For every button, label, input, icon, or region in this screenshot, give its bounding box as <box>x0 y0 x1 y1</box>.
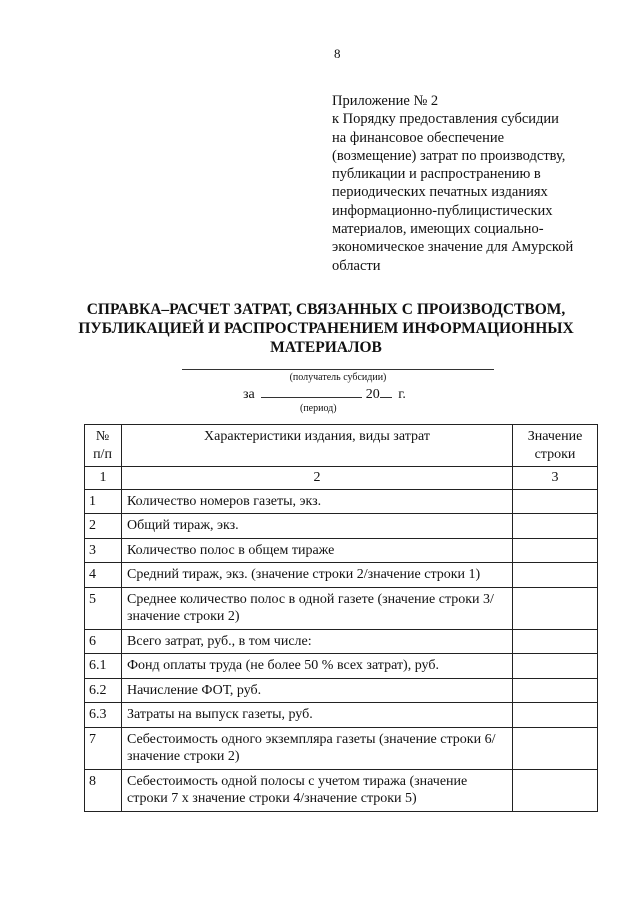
appendix-line: экономическое значение для Амурской <box>332 239 574 256</box>
row-text: Фонд оплаты труда (не более 50 % всех затрат), руб. <box>122 654 513 679</box>
table-row <box>85 489 598 514</box>
appendix-line: информационно-публицистических <box>332 202 553 219</box>
row-number: 6.2 <box>85 678 122 703</box>
row-text: Начисление ФОТ, руб. <box>122 678 513 703</box>
appendix-reference <box>332 92 602 275</box>
table-row <box>85 769 598 811</box>
table-row <box>85 538 598 563</box>
table-row <box>85 703 598 728</box>
header-value-cell <box>513 425 598 467</box>
period-row <box>243 385 406 403</box>
row-number: 6 <box>85 629 122 654</box>
row-text: Всего затрат, руб., в том числе: <box>122 629 513 654</box>
row-value <box>513 587 598 629</box>
period-blank <box>261 385 362 398</box>
row-number: 7 <box>85 727 122 769</box>
header-num-label: № <box>95 429 110 444</box>
appendix-line: (возмещение) затрат по производству, <box>332 147 566 164</box>
row-value <box>513 654 598 679</box>
row-value <box>513 563 598 588</box>
row-text: Общий тираж, экз. <box>122 514 513 539</box>
row-value <box>513 678 598 703</box>
table-row <box>85 654 598 679</box>
row-value <box>513 769 598 811</box>
index-cell: 2 <box>122 467 513 490</box>
row-number: 6.3 <box>85 703 122 728</box>
row-text: Себестоимость одной полосы с учетом тиража (значение строки 7 х значение строки 4/значение строки 5) <box>122 769 513 811</box>
row-text: Затраты на выпуск газеты, руб. <box>122 703 513 728</box>
row-value <box>513 489 598 514</box>
table-row <box>85 587 598 629</box>
title-line: ПУБЛИКАЦИЕЙ И РАСПРОСТРАНЕНИЕМ ИНФОРМАЦИОННЫХ <box>78 320 574 337</box>
row-value <box>513 538 598 563</box>
cost-calculation-table <box>84 424 598 812</box>
row-value <box>513 629 598 654</box>
table-row <box>85 678 598 703</box>
period-year-suffix: г. <box>398 387 406 402</box>
row-text: Средний тираж, экз. (значение строки 2/значение строки 1) <box>122 563 513 588</box>
period-prefix: за <box>243 387 255 402</box>
appendix-line: материалов, имеющих социально- <box>332 221 544 238</box>
row-number: 4 <box>85 563 122 588</box>
document-title <box>60 300 592 357</box>
row-number: 6.1 <box>85 654 122 679</box>
period-year-prefix: 20 <box>365 387 380 402</box>
appendix-line: на финансовое обеспечение <box>332 129 505 146</box>
header-value-label: строки <box>534 446 576 462</box>
recipient-underline <box>182 369 494 370</box>
row-value <box>513 703 598 728</box>
table-header-row <box>85 425 598 467</box>
period-caption: (период) <box>300 403 337 414</box>
year-blank <box>380 385 392 398</box>
row-value <box>513 514 598 539</box>
appendix-line: периодических печатных изданиях <box>332 184 548 201</box>
title-line: МАТЕРИАЛОВ <box>270 339 382 356</box>
appendix-line: к Порядку предоставления субсидии <box>332 111 559 128</box>
header-characteristics-cell: Характеристики издания, виды затрат <box>122 425 513 467</box>
appendix-line: Приложение № 2 <box>332 93 439 109</box>
row-number: 3 <box>85 538 122 563</box>
index-cell: 1 <box>85 467 122 490</box>
header-num-cell <box>85 425 122 467</box>
header-num-label: п/п <box>93 446 112 462</box>
table-row <box>85 727 598 769</box>
table-row <box>85 629 598 654</box>
row-number: 1 <box>85 489 122 514</box>
row-number: 2 <box>85 514 122 539</box>
row-text: Количество полос в общем тираже <box>122 538 513 563</box>
row-value <box>513 727 598 769</box>
row-number: 8 <box>85 769 122 811</box>
appendix-line: публикации и распространению в <box>332 166 541 183</box>
row-text: Себестоимость одного экземпляра газеты (значение строки 6/значение строки 2) <box>122 727 513 769</box>
row-number: 5 <box>85 587 122 629</box>
row-text: Среднее количество полос в одной газете (значение строки 3/значение строки 2) <box>122 587 513 629</box>
header-value-label: Значение <box>527 429 583 444</box>
page-number: 8 <box>334 46 341 61</box>
column-index-row <box>85 467 598 490</box>
index-cell: 3 <box>513 467 598 490</box>
table-row <box>85 563 598 588</box>
appendix-line: области <box>332 257 381 274</box>
row-text: Количество номеров газеты, экз. <box>122 489 513 514</box>
title-line: СПРАВКА–РАСЧЕТ ЗАТРАТ, СВЯЗАННЫХ С ПРОИЗВОДСТВОМ, <box>86 301 566 318</box>
table-row <box>85 514 598 539</box>
recipient-caption: (получатель субсидии) <box>289 372 387 383</box>
